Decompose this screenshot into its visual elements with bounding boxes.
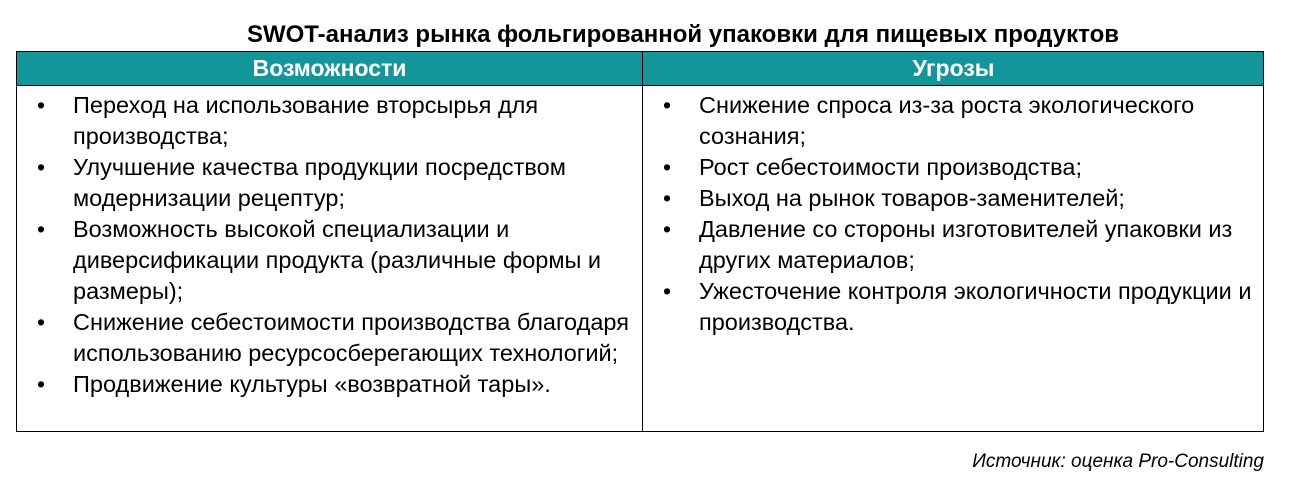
list-item-text: Снижение себестоимости производства благодаря использованию ресурсосберегающих технологий; [73, 309, 629, 366]
list-item-text: Продвижение культуры «возвратной тары». [73, 371, 551, 397]
list-item [643, 152, 1253, 183]
list-item-text: Улучшение качества продукции посредством модернизации рецептур; [73, 154, 566, 211]
list-item [643, 276, 1253, 338]
bullet-icon: • [36, 154, 46, 180]
header-opportunities: Возможности [252, 55, 407, 81]
bullet-icon: • [36, 216, 46, 242]
source-note: Источник: оценка Pro-Consulting [972, 451, 1264, 472]
header-threats: Угрозы [912, 55, 995, 81]
list-item [17, 214, 629, 307]
bullet-icon: • [662, 92, 672, 118]
bullet-icon: • [662, 185, 672, 211]
table-header-row [17, 52, 1263, 86]
list-item [17, 369, 629, 400]
list-item [643, 214, 1253, 276]
list-item-text: Давление со стороны изготовителей упаковки из других материалов; [699, 216, 1233, 273]
page-title: SWOT-анализ рынка фольгированной упаковки для пищевых продуктов [246, 21, 1120, 48]
bullet-icon: • [36, 371, 46, 397]
bullet-icon: • [662, 216, 672, 242]
list-item [643, 183, 1253, 214]
threats-list [643, 90, 1253, 338]
bullet-icon: • [662, 154, 672, 180]
list-item [17, 90, 629, 152]
list-item [17, 307, 629, 369]
bullet-icon: • [662, 278, 672, 304]
list-item-text: Выход на рынок товаров-заменителей; [699, 185, 1125, 211]
bullet-icon: • [36, 92, 46, 118]
list-item-text: Снижение спроса из-за роста экологического сознания; [699, 92, 1195, 149]
list-item-text: Возможность высокой специализации и диверсификации продукта (различные формы и размеры); [73, 216, 602, 304]
list-item-text: Переход на использование вторсырья для производства; [73, 92, 539, 149]
list-item [17, 152, 629, 214]
bullet-icon: • [36, 309, 46, 335]
swot-table [16, 51, 1264, 432]
list-item-text: Ужесточение контроля экологичности продукции и производства. [699, 278, 1252, 335]
opportunities-list [17, 90, 629, 400]
list-item [643, 90, 1253, 152]
list-item-text: Рост себестоимости производства; [699, 154, 1082, 180]
